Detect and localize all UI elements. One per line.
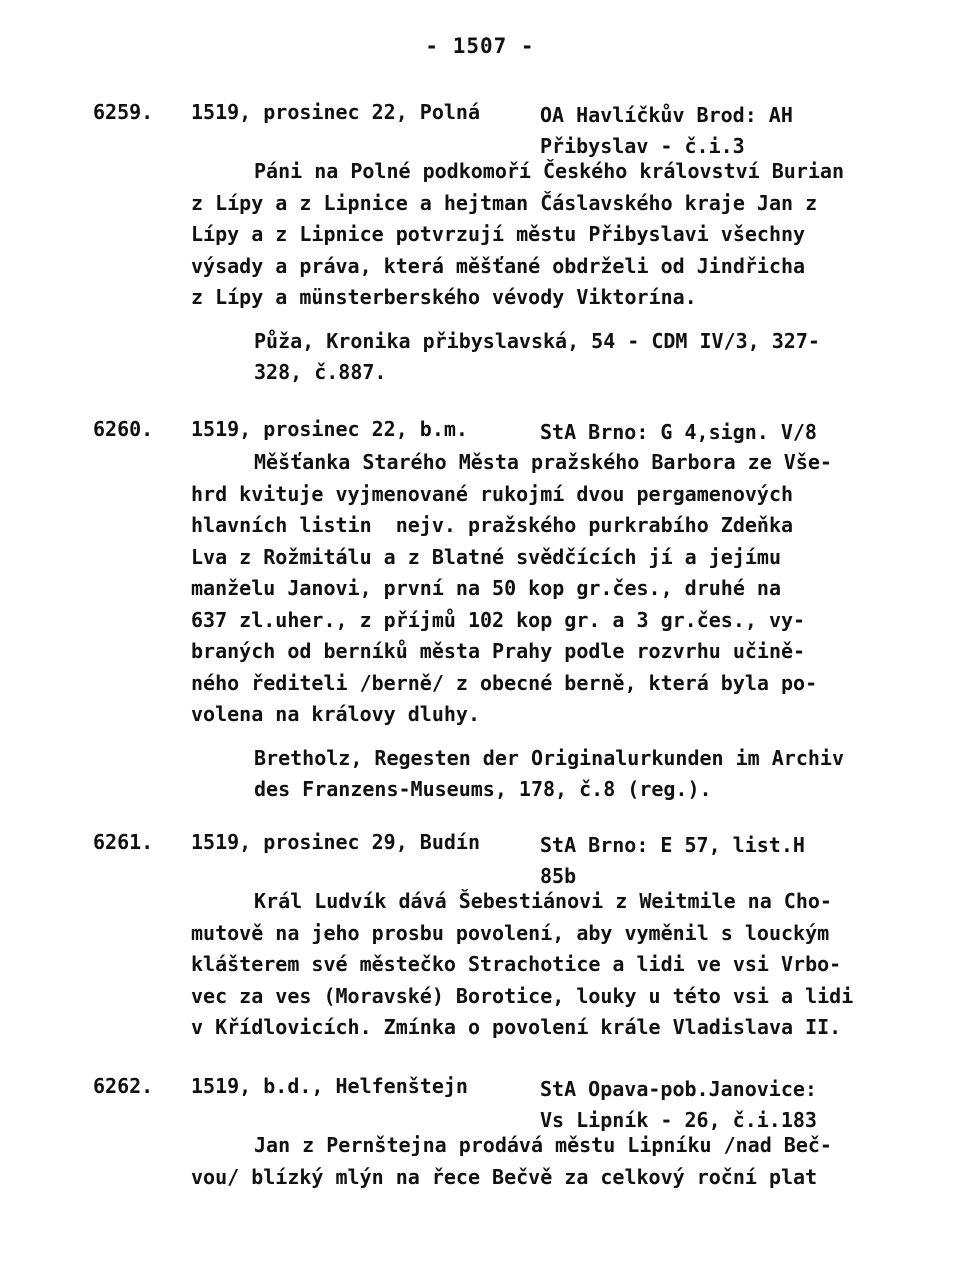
- archive-reference: [540, 417, 870, 448]
- regest-entry: [0, 830, 960, 1044]
- text-line: Páni na Polné podkomoří Českého království Burian: [254, 159, 845, 183]
- text-line: Lva z Rožmitálu a z Blatné svědčících jí a jejímu: [191, 544, 782, 569]
- text-line: mutově na jeho prosbu povolení, aby vyměnil s louckým: [191, 920, 830, 945]
- text-line: Lípy a z Lipnice potvrzují městu Přibyslavi všechny: [191, 222, 806, 246]
- source-line: Bretholz, Regesten der Originalurkunden im Archiv: [254, 745, 845, 770]
- entry-number: 6262.: [93, 1074, 154, 1098]
- archive-reference: [540, 100, 870, 162]
- regest-text: [191, 447, 871, 731]
- archive-line: Vs Lipník - 26, č.i.183: [540, 1108, 817, 1132]
- entry-date-place: 1519, b.d., Helfenštejn: [191, 1074, 468, 1098]
- text-line: výsady a práva, která měšťané obdrželi od Jindřicha: [191, 253, 806, 278]
- entry-date-place: 1519, prosinec 29, Budín: [191, 830, 480, 854]
- text-line: z Lípy a z Lipnice a hejtman Čáslavského kraje Jan z: [191, 190, 818, 215]
- regest-text: [191, 1130, 871, 1193]
- text-line: manželu Janovi, první na 50 kop gr.čes., druhé na: [191, 576, 782, 600]
- text-line: hlavních listin nejv. pražského purkrabího Zdeňka: [191, 513, 794, 537]
- source-line: 328, č.887.: [254, 360, 387, 384]
- text-line: ného řediteli /berně/ z obecné berně, která byla po-: [191, 670, 818, 695]
- archive-reference: [540, 830, 870, 892]
- text-line: v Křídlovicích. Zmínka o povolení krále Vladislava II.: [191, 1015, 842, 1039]
- text-line: hrd kvituje vyjmenované rukojmí dvou pergamenových: [191, 481, 794, 506]
- text-line: Měšťanka Starého Města pražského Barbora ze Vše-: [254, 450, 832, 474]
- entry-number: 6260.: [93, 417, 154, 441]
- page-number: - 1507 -: [425, 34, 535, 58]
- text-line: vou/ blízký mlýn na řece Bečvě za celkový roční plat: [191, 1164, 818, 1189]
- source-line: Půža, Kronika přibyslavská, 54 - CDM IV/3, 327-: [254, 328, 820, 353]
- entry-date-place: 1519, prosinec 22, b.m.: [191, 417, 468, 441]
- source-citation: [191, 743, 871, 806]
- source-line: des Franzens-Museums, 178, č.8 (reg.).: [254, 777, 712, 801]
- entry-header: [0, 417, 960, 447]
- archive-line: StA Brno: E 57, list.H: [540, 833, 805, 857]
- archive-line: 85b: [540, 864, 577, 888]
- source-citation: [191, 326, 871, 389]
- text-line: braných od berníků města Prahy podle rozvrhu učině-: [191, 639, 806, 663]
- regest-entry: [0, 100, 960, 389]
- text-line: z Lípy a münsterberského vévody Viktorína.: [191, 285, 697, 309]
- text-line: Král Ludvík dává Šebestiánovi z Weitmile na Cho-: [254, 889, 832, 913]
- archive-line: StA Brno: G 4,sign. V/8: [540, 420, 817, 444]
- text-line: klášterem své městečko Strachotice a lidi ve vsi Vrbo-: [191, 952, 842, 976]
- text-line: volena na královy dluhy.: [191, 702, 480, 726]
- regest-entry: [0, 417, 960, 806]
- archive-reference: [540, 1074, 870, 1136]
- archive-line: StA Opava-pob.Janovice:: [540, 1077, 817, 1101]
- regest-text: [191, 886, 871, 1044]
- text-line: vec za ves (Moravské) Borotice, louky u této vsi a lidi: [191, 983, 854, 1008]
- entry-date-place: 1519, prosinec 22, Polná: [191, 100, 480, 124]
- entry-header: [0, 830, 960, 888]
- entry-number: 6259.: [93, 100, 154, 124]
- regest-text: [191, 156, 871, 314]
- entry-number: 6261.: [93, 830, 154, 854]
- regest-entry: [0, 1074, 960, 1193]
- text-line: Jan z Pernštejna prodává městu Lipníku /nad Beč-: [254, 1133, 832, 1157]
- archive-line: OA Havlíčkův Brod: AH: [540, 103, 793, 127]
- entry-header: [0, 1074, 960, 1132]
- archive-line: Přibyslav - č.i.3: [540, 134, 745, 158]
- entry-header: [0, 100, 960, 158]
- text-line: 637 zl.uher., z příjmů 102 kop gr. a 3 gr.čes., vy-: [191, 607, 806, 632]
